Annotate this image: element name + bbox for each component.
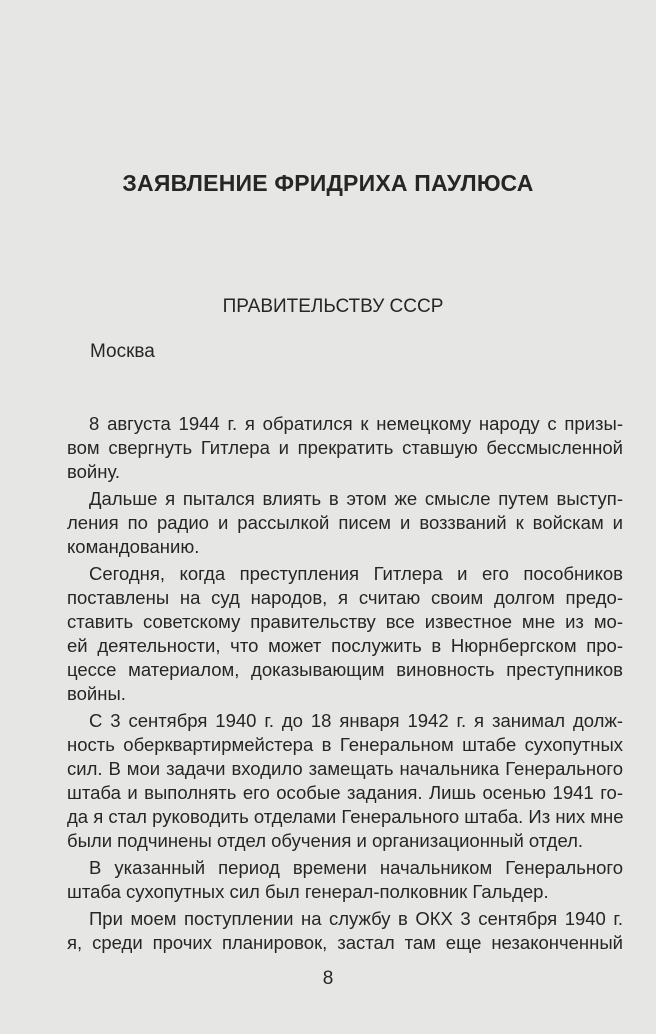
- text-line: были подчинены отдел обучения и организационный отдел.: [67, 830, 584, 851]
- text-line: В указанный период времени начальником Генерального: [89, 857, 623, 878]
- text-line: При моем поступлении на службу в ОКХ 3 сентября 1940 г.: [89, 908, 623, 929]
- paragraph: [67, 412, 623, 484]
- paragraph: [67, 907, 623, 955]
- text-line: ставить советскому правительству все известное мне из мо-: [67, 611, 623, 632]
- text-line: я, среди прочих планировок, застал там еще незаконченный: [67, 932, 623, 953]
- body-text: [67, 412, 623, 958]
- paragraph: [67, 487, 623, 559]
- text-line: ления по радио и рассылкой писем и воззваний к войскам и: [67, 512, 623, 533]
- addressee: ПРАВИТЕЛЬСТВУ СССР: [222, 296, 444, 317]
- text-line: Дальше я пытался влиять в этом же смысле путем выступ-: [89, 488, 623, 509]
- text-line: ей деятельности, что может послужить в Нюрнбергском про-: [67, 635, 623, 656]
- text-line: штаба сухопутных сил был генерал-полковник Гальдер.: [67, 881, 549, 902]
- paragraph: [67, 709, 623, 853]
- text-line: ность оберквартирмейстера в Генеральном штабе сухопутных: [67, 734, 623, 755]
- text-line: да я стал руководить отделами Генерального штаба. Из них мне: [67, 806, 624, 827]
- city: Москва: [90, 341, 155, 362]
- text-line: войны.: [67, 683, 126, 704]
- paragraph: [67, 562, 623, 706]
- text-line: штаба и выполнять его особые задания. Лишь осенью 1941 го-: [67, 782, 623, 803]
- page-number: 8: [322, 968, 334, 989]
- text-line: 8 августа 1944 г. я обратился к немецкому народу с призы-: [89, 413, 623, 434]
- text-line: войну.: [67, 461, 120, 482]
- text-line: поставлены на суд народов, я считаю своим долгом предо-: [67, 587, 623, 608]
- text-line: С 3 сентября 1940 г. до 18 января 1942 г. я занимал долж-: [89, 710, 623, 731]
- text-line: цессе материалом, доказывающим виновность преступников: [67, 659, 623, 680]
- text-line: вом свергнуть Гитлера и прекратить ставшую бессмысленной: [67, 437, 623, 458]
- paragraph: [67, 856, 623, 904]
- text-line: сил. В мои задачи входило замещать начальника Генерального: [67, 758, 623, 779]
- document-title: ЗАЯВЛЕНИЕ ФРИДРИХА ПАУЛЮСА: [122, 170, 534, 196]
- text-line: Сегодня, когда преступления Гитлера и его пособников: [89, 563, 623, 584]
- text-line: командованию.: [67, 536, 200, 557]
